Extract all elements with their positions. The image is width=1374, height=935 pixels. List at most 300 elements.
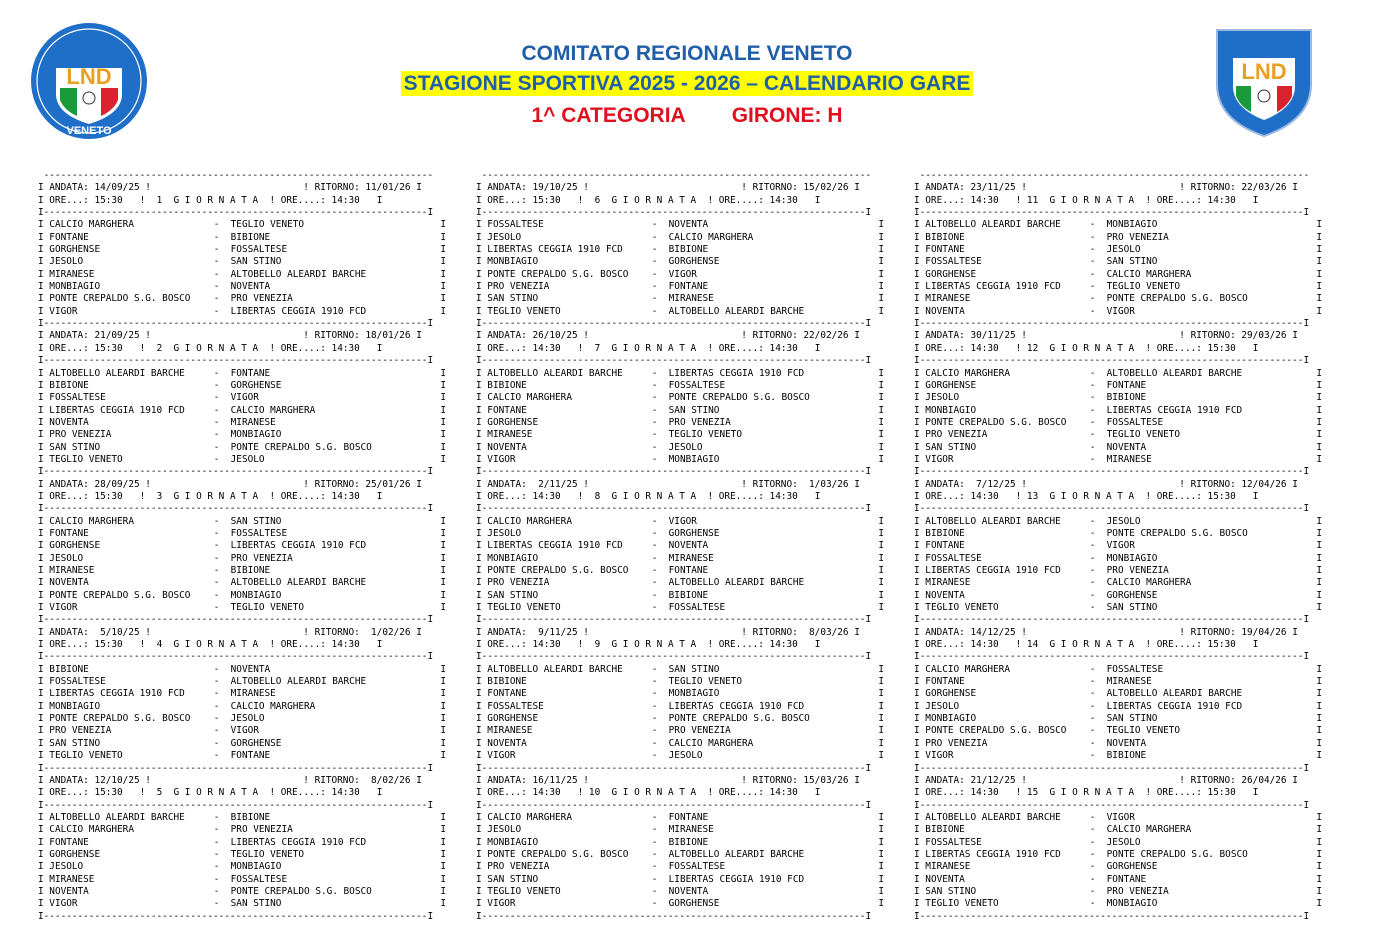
match-row: I CALCIO MARGHERA - PRO VENEZIA I bbox=[38, 824, 447, 836]
home-team: MIRANESE bbox=[49, 268, 95, 280]
round-dates-line: I ANDATA: 26/10/25 ! ! RITORNO: 22/02/26 I bbox=[476, 330, 860, 342]
ore-andata: 14:30 bbox=[532, 342, 561, 354]
away-team: NOVENTA bbox=[230, 663, 271, 675]
ritorno-date: 25/01/26 bbox=[365, 478, 411, 490]
home-team: NOVENTA bbox=[487, 737, 527, 749]
round-dates-line: I ANDATA: 14/12/25 ! ! RITORNO: 19/04/26 I bbox=[914, 626, 1298, 638]
away-team: MONBIAGIO bbox=[1106, 219, 1158, 231]
ore-andata: 14:30 bbox=[532, 787, 561, 799]
separator-line: I--------------------------------------------------------------------I bbox=[914, 466, 1310, 478]
match-row: I PONTE CREPALDO S.G. BOSCO - FOSSALTESE I bbox=[914, 416, 1323, 428]
away-team: MONBIAGIO bbox=[230, 589, 282, 601]
match-row: I BIBIONE - PONTE CREPALDO S.G. BOSCO I bbox=[914, 527, 1323, 539]
away-team: NOVENTA bbox=[668, 219, 709, 231]
ore-andata: 15:30 bbox=[94, 639, 123, 651]
away-team: TEGLIO VENETO bbox=[1106, 725, 1181, 737]
match-row: I LIBERTAS CEGGIA 1910 FCD - BIBIONE I bbox=[476, 244, 885, 256]
match-row: I FOSSALTESE - LIBERTAS CEGGIA 1910 FCD I bbox=[476, 700, 885, 712]
andata-date: 21/12/25 bbox=[970, 774, 1016, 786]
match-row: I JESOLO - CALCIO MARGHERA I bbox=[476, 231, 885, 243]
match-row: I PONTE CREPALDO S.G. BOSCO - TEGLIO VENETO I bbox=[914, 725, 1323, 737]
home-team: PRO VENEZIA bbox=[925, 737, 988, 749]
home-team: FONTANE bbox=[925, 676, 965, 688]
away-team: CALCIO MARGHERA bbox=[668, 737, 754, 749]
round-dates-line: I ANDATA: 5/10/25 ! ! RITORNO: 1/02/26 I bbox=[38, 626, 422, 638]
match-row: I FONTANE - SAN STINO I bbox=[476, 404, 885, 416]
away-team: BIBIONE bbox=[1106, 750, 1147, 762]
home-team: CALCIO MARGHERA bbox=[925, 663, 1010, 675]
away-team: LIBERTAS CEGGIA 1910 FCD bbox=[230, 836, 367, 848]
home-team: SAN STINO bbox=[487, 589, 539, 601]
andata-date: 2/11/25 bbox=[532, 478, 578, 490]
away-team: PRO VENEZIA bbox=[1106, 885, 1169, 897]
girone-label: GIRONE: H bbox=[731, 104, 843, 127]
away-team: JESOLO bbox=[668, 750, 703, 762]
match-row: I BIBIONE - PRO VENEZIA I bbox=[914, 231, 1323, 243]
home-team: MONBIAGIO bbox=[487, 256, 539, 268]
away-team: VIGOR bbox=[1106, 540, 1135, 552]
away-team: FONTANE bbox=[668, 565, 709, 576]
giornata-number: 2 bbox=[156, 342, 163, 354]
ritorno-date: 19/04/26 bbox=[1241, 626, 1287, 638]
round-dates-line: I ANDATA: 2/11/25 ! ! RITORNO: 1/03/26 I bbox=[476, 478, 860, 490]
match-row: I JESOLO - SAN STINO I bbox=[38, 256, 447, 268]
separator-line: I--------------------------------------------------------------------I bbox=[38, 207, 434, 219]
home-team: FONTANE bbox=[487, 404, 527, 416]
giornata-number: 6 bbox=[594, 194, 601, 206]
away-team: PONTE CREPALDO S.G. BOSCO bbox=[668, 392, 810, 404]
match-row: I MIRANESE - ALTOBELLO ALEARDI BARCHE I bbox=[38, 268, 447, 280]
separator-line: I--------------------------------------------------------------------I bbox=[476, 503, 872, 515]
separator-line: I--------------------------------------------------------------------I bbox=[38, 799, 434, 811]
separator-line: I--------------------------------------------------------------------I bbox=[914, 355, 1310, 367]
andata-date: 28/09/25 bbox=[94, 478, 140, 490]
away-team: VIGOR bbox=[230, 392, 259, 404]
ore-ritorno: 15:30 bbox=[1207, 787, 1236, 799]
match-row: I FOSSALTESE - JESOLO I bbox=[914, 836, 1323, 848]
ore-andata: 15:30 bbox=[94, 194, 123, 206]
round-times-line: I ORE...: 14:30 ! 15 G I O R N A T A ! ORE....: 15:30 I bbox=[914, 787, 1259, 799]
match-row: I TEGLIO VENETO - SAN STINO I bbox=[914, 602, 1323, 614]
away-team: PONTE CREPALDO S.G. BOSCO bbox=[668, 713, 810, 725]
match-row: I GORGHENSE - PRO VENEZIA I bbox=[476, 416, 885, 428]
round-times-line: I ORE...: 15:30 ! 6 G I O R N A T A ! ORE....: 14:30 I bbox=[476, 194, 821, 206]
home-team: MONBIAGIO bbox=[925, 713, 977, 725]
away-team: PRO VENEZIA bbox=[230, 824, 293, 836]
andata-date: 30/11/25 bbox=[970, 330, 1016, 342]
match-row: I MONBIAGIO - BIBIONE I bbox=[476, 836, 885, 848]
home-team: GORGHENSE bbox=[925, 268, 977, 280]
home-team: MIRANESE bbox=[925, 861, 971, 873]
match-row: I MIRANESE - PRO VENEZIA I bbox=[476, 725, 885, 737]
home-team: NOVENTA bbox=[49, 416, 89, 428]
home-team: PRO VENEZIA bbox=[487, 577, 550, 589]
away-team: PONTE CREPALDO S.G. BOSCO bbox=[1106, 848, 1248, 860]
giornata-number: 7 bbox=[594, 342, 601, 354]
round-block bbox=[476, 627, 896, 775]
ritorno-date: 12/04/26 bbox=[1241, 478, 1287, 490]
home-team: SAN STINO bbox=[49, 441, 101, 453]
separator-line: I--------------------------------------------------------------------I bbox=[38, 466, 434, 478]
ritorno-date: 26/04/26 bbox=[1241, 774, 1287, 786]
home-team: CALCIO MARGHERA bbox=[487, 811, 572, 823]
away-team: JESOLO bbox=[668, 441, 703, 453]
match-row: I CALCIO MARGHERA - SAN STINO I bbox=[38, 515, 447, 527]
home-team: CALCIO MARGHERA bbox=[925, 367, 1010, 379]
home-team: LIBERTAS CEGGIA 1910 FCD bbox=[925, 565, 1061, 576]
giornata-number: 8 bbox=[594, 490, 601, 502]
away-team: PRO VENEZIA bbox=[230, 552, 293, 564]
away-team: NOVENTA bbox=[1106, 441, 1147, 453]
separator-line: I--------------------------------------------------------------------I bbox=[914, 318, 1310, 330]
match-row: I SAN STINO - BIBIONE I bbox=[476, 589, 885, 601]
ritorno-date: 29/03/26 bbox=[1241, 330, 1287, 342]
away-team: GORGHENSE bbox=[668, 898, 720, 910]
home-team: GORGHENSE bbox=[49, 244, 101, 256]
home-team: TEGLIO VENETO bbox=[487, 305, 561, 317]
home-team: GORGHENSE bbox=[487, 713, 539, 725]
match-row: I LIBERTAS CEGGIA 1910 FCD - NOVENTA I bbox=[476, 540, 885, 552]
match-row: I FONTANE - FOSSALTESE I bbox=[38, 527, 447, 539]
away-team: PRO VENEZIA bbox=[668, 416, 731, 428]
away-team: VIGOR bbox=[668, 515, 697, 527]
separator-line: I--------------------------------------------------------------------I bbox=[914, 503, 1310, 515]
match-row: I JESOLO - GORGHENSE I bbox=[476, 527, 885, 539]
match-row: I MONBIAGIO - SAN STINO I bbox=[914, 713, 1323, 725]
ore-ritorno: 15:30 bbox=[1207, 639, 1236, 651]
round-block bbox=[38, 170, 458, 330]
away-team: PONTE CREPALDO S.G. BOSCO bbox=[1106, 527, 1248, 539]
home-team: MIRANESE bbox=[49, 873, 95, 885]
away-team: BIBIONE bbox=[668, 836, 709, 848]
ore-ritorno: 14:30 bbox=[331, 787, 360, 799]
away-team: JESOLO bbox=[1106, 515, 1141, 527]
away-team: GORGHENSE bbox=[668, 256, 720, 268]
ore-ritorno: 14:30 bbox=[331, 194, 360, 206]
match-row: I NOVENTA - JESOLO I bbox=[476, 441, 885, 453]
away-team: PRO VENEZIA bbox=[1106, 231, 1169, 243]
match-row: I BIBIONE - FOSSALTESE I bbox=[476, 379, 885, 391]
match-row: I NOVENTA - VIGOR I bbox=[914, 305, 1323, 317]
away-team: MIRANESE bbox=[668, 824, 714, 836]
home-team: CALCIO MARGHERA bbox=[49, 515, 134, 527]
match-row: I MONBIAGIO - MIRANESE I bbox=[476, 552, 885, 564]
match-row: I ALTOBELLO ALEARDI BARCHE - LIBERTAS CEGGIA 1910 FCD I bbox=[476, 367, 885, 379]
away-team: ALTOBELLO ALEARDI BARCHE bbox=[1106, 688, 1243, 700]
home-team: JESOLO bbox=[925, 700, 960, 712]
away-team: CALCIO MARGHERA bbox=[668, 231, 754, 243]
home-team: CALCIO MARGHERA bbox=[487, 392, 572, 404]
round-block bbox=[914, 170, 1334, 330]
away-team: MIRANESE bbox=[230, 688, 276, 700]
home-team: FOSSALTESE bbox=[925, 552, 982, 564]
schedule-column-1 bbox=[38, 170, 458, 923]
home-team: FONTANE bbox=[925, 540, 965, 552]
match-row: I ALTOBELLO ALEARDI BARCHE - SAN STINO I bbox=[476, 663, 885, 675]
away-team: NOVENTA bbox=[1106, 737, 1147, 749]
away-team: BIBIONE bbox=[1106, 392, 1147, 404]
match-row: I TEGLIO VENETO - JESOLO I bbox=[38, 453, 447, 465]
home-team: FOSSALTESE bbox=[925, 256, 982, 268]
home-team: BIBIONE bbox=[49, 663, 89, 675]
andata-date: 5/10/25 bbox=[94, 626, 140, 638]
home-team: LIBERTAS CEGGIA 1910 FCD bbox=[49, 688, 185, 700]
away-team: FOSSALTESE bbox=[668, 602, 726, 614]
match-row: I TEGLIO VENETO - NOVENTA I bbox=[476, 885, 885, 897]
away-team: JESOLO bbox=[1106, 244, 1141, 256]
match-row: I PONTE CREPALDO S.G. BOSCO - PRO VENEZIA I bbox=[38, 293, 447, 305]
giornata-number: 10 bbox=[588, 787, 601, 799]
away-team: GORGHENSE bbox=[230, 737, 282, 749]
match-row: I JESOLO - LIBERTAS CEGGIA 1910 FCD I bbox=[914, 700, 1323, 712]
away-team: TEGLIO VENETO bbox=[668, 429, 743, 441]
match-row: I FOSSALTESE - NOVENTA I bbox=[476, 219, 885, 231]
separator-line: I--------------------------------------------------------------------I bbox=[476, 651, 872, 663]
away-team: LIBERTAS CEGGIA 1910 FCD bbox=[1106, 700, 1243, 712]
away-team: SAN STINO bbox=[230, 256, 282, 268]
match-row: I SAN STINO - GORGHENSE I bbox=[38, 737, 447, 749]
giornata-number: 11 bbox=[1026, 194, 1039, 206]
match-row: I VIGOR - JESOLO I bbox=[476, 750, 885, 762]
match-row: I MIRANESE - FOSSALTESE I bbox=[38, 873, 447, 885]
away-team: FONTANE bbox=[230, 367, 271, 379]
home-team: MIRANESE bbox=[925, 293, 971, 305]
away-team: LIBERTAS CEGGIA 1910 FCD bbox=[668, 367, 805, 379]
match-row: I FOSSALTESE - MONBIAGIO I bbox=[914, 552, 1323, 564]
away-team: LIBERTAS CEGGIA 1910 FCD bbox=[230, 305, 367, 317]
away-team: MIRANESE bbox=[668, 552, 714, 564]
round-block bbox=[38, 479, 458, 627]
away-team: TEGLIO VENETO bbox=[1106, 281, 1181, 293]
match-row: I FONTANE - VIGOR I bbox=[914, 540, 1323, 552]
separator-line: I--------------------------------------------------------------------I bbox=[914, 651, 1310, 663]
match-row: I GORGHENSE - PONTE CREPALDO S.G. BOSCO I bbox=[476, 713, 885, 725]
committee-title: COMITATO REGIONALE VENETO bbox=[521, 42, 853, 65]
match-row: I VIGOR - GORGHENSE I bbox=[476, 898, 885, 910]
home-team: BIBIONE bbox=[49, 379, 89, 391]
match-row: I GORGHENSE - CALCIO MARGHERA I bbox=[914, 268, 1323, 280]
page-header bbox=[0, 0, 1374, 150]
home-team: MIRANESE bbox=[487, 725, 533, 737]
away-team: FOSSALTESE bbox=[230, 873, 288, 885]
ore-ritorno: 15:30 bbox=[1207, 490, 1236, 502]
match-row: I NOVENTA - PONTE CREPALDO S.G. BOSCO I bbox=[38, 885, 447, 897]
round-times-line: I ORE...: 14:30 ! 7 G I O R N A T A ! ORE....: 14:30 I bbox=[476, 342, 821, 354]
match-row: I SAN STINO - NOVENTA I bbox=[914, 441, 1323, 453]
away-team: SAN STINO bbox=[230, 898, 282, 910]
match-row: I GORGHENSE - ALTOBELLO ALEARDI BARCHE I bbox=[914, 688, 1323, 700]
round-dates-line: I ANDATA: 14/09/25 ! ! RITORNO: 11/01/26 I bbox=[38, 182, 422, 194]
separator-line: I--------------------------------------------------------------------I bbox=[38, 910, 434, 922]
away-team: GORGHENSE bbox=[230, 379, 282, 391]
away-team: BIBIONE bbox=[230, 231, 271, 243]
round-dates-line: I ANDATA: 21/09/25 ! ! RITORNO: 18/01/26 I bbox=[38, 330, 422, 342]
andata-date: 19/10/25 bbox=[532, 182, 578, 194]
away-team: FONTANE bbox=[230, 750, 271, 762]
match-row: I PRO VENEZIA - TEGLIO VENETO I bbox=[914, 429, 1323, 441]
match-row: I PRO VENEZIA - FOSSALTESE I bbox=[476, 861, 885, 873]
andata-date: 16/11/25 bbox=[532, 774, 578, 786]
away-team: GORGHENSE bbox=[1106, 861, 1158, 873]
ritorno-date: 15/02/26 bbox=[803, 182, 849, 194]
home-team: ALTOBELLO ALEARDI BARCHE bbox=[925, 515, 1061, 527]
home-team: PONTE CREPALDO S.G. BOSCO bbox=[487, 268, 629, 280]
away-team: MONBIAGIO bbox=[1106, 552, 1158, 564]
away-team: SAN STINO bbox=[668, 404, 720, 416]
match-row: I JESOLO - PRO VENEZIA I bbox=[38, 552, 447, 564]
match-row: I NOVENTA - CALCIO MARGHERA I bbox=[476, 737, 885, 749]
match-row: I GORGHENSE - TEGLIO VENETO I bbox=[38, 848, 447, 860]
match-row: I MONBIAGIO - CALCIO MARGHERA I bbox=[38, 700, 447, 712]
away-team: BIBIONE bbox=[230, 811, 271, 823]
match-row: I ALTOBELLO ALEARDI BARCHE - VIGOR I bbox=[914, 811, 1323, 823]
away-team: PONTE CREPALDO S.G. BOSCO bbox=[230, 441, 372, 453]
away-team: BIBIONE bbox=[230, 565, 271, 576]
round-times-line: I ORE...: 14:30 ! 12 G I O R N A T A ! ORE....: 15:30 I bbox=[914, 342, 1259, 354]
ore-ritorno: 14:30 bbox=[331, 342, 360, 354]
home-team: MIRANESE bbox=[49, 565, 95, 576]
round-dates-line: I ANDATA: 28/09/25 ! ! RITORNO: 25/01/26 I bbox=[38, 478, 422, 490]
ore-andata: 15:30 bbox=[94, 787, 123, 799]
round-dates-line: I ANDATA: 7/12/25 ! ! RITORNO: 12/04/26 I bbox=[914, 478, 1298, 490]
away-team: TEGLIO VENETO bbox=[1106, 429, 1181, 441]
ore-ritorno: 14:30 bbox=[769, 194, 798, 206]
home-team: SAN STINO bbox=[487, 293, 539, 305]
away-team: FOSSALTESE bbox=[1106, 663, 1164, 675]
match-row: I PRO VENEZIA - ALTOBELLO ALEARDI BARCHE I bbox=[476, 577, 885, 589]
away-team: ALTOBELLO ALEARDI BARCHE bbox=[668, 305, 805, 317]
ore-andata: 14:30 bbox=[532, 639, 561, 651]
away-team: MIRANESE bbox=[668, 293, 714, 305]
away-team: CALCIO MARGHERA bbox=[1106, 577, 1192, 589]
home-team: FOSSALTESE bbox=[49, 392, 106, 404]
match-row: I TEGLIO VENETO - FONTANE I bbox=[38, 750, 447, 762]
round-block bbox=[476, 170, 896, 330]
home-team: VIGOR bbox=[487, 898, 516, 910]
round-times-line: I ORE...: 15:30 ! 4 G I O R N A T A ! ORE....: 14:30 I bbox=[38, 639, 383, 651]
home-team: JESOLO bbox=[487, 527, 522, 539]
home-team: VIGOR bbox=[487, 750, 516, 762]
match-row: I SAN STINO - MIRANESE I bbox=[476, 293, 885, 305]
match-row: I VIGOR - TEGLIO VENETO I bbox=[38, 602, 447, 614]
round-block bbox=[914, 627, 1334, 775]
home-team: FOSSALTESE bbox=[49, 676, 106, 688]
home-team: LIBERTAS CEGGIA 1910 FCD bbox=[487, 244, 623, 256]
ore-andata: 14:30 bbox=[532, 490, 561, 502]
ore-andata: 14:30 bbox=[970, 639, 999, 651]
home-team: VIGOR bbox=[49, 898, 78, 910]
andata-date: 14/09/25 bbox=[94, 182, 140, 194]
away-team: MIRANESE bbox=[1106, 676, 1152, 688]
away-team: TEGLIO VENETO bbox=[230, 602, 305, 614]
match-row: I SAN STINO - LIBERTAS CEGGIA 1910 FCD I bbox=[476, 873, 885, 885]
home-team: BIBIONE bbox=[487, 676, 527, 688]
away-team: MONBIAGIO bbox=[668, 688, 720, 700]
home-team: FONTANE bbox=[49, 527, 89, 539]
round-times-line: I ORE...: 14:30 ! 11 G I O R N A T A ! ORE....: 14:30 I bbox=[914, 194, 1259, 206]
match-row: I FONTANE - BIBIONE I bbox=[38, 231, 447, 243]
round-block bbox=[914, 330, 1334, 478]
round-block bbox=[38, 627, 458, 775]
match-row: I CALCIO MARGHERA - PONTE CREPALDO S.G. BOSCO I bbox=[476, 392, 885, 404]
match-row: I LIBERTAS CEGGIA 1910 FCD - CALCIO MARGHERA I bbox=[38, 404, 447, 416]
home-team: BIBIONE bbox=[925, 527, 965, 539]
ore-ritorno: 14:30 bbox=[769, 639, 798, 651]
home-team: PONTE CREPALDO S.G. BOSCO bbox=[925, 725, 1067, 737]
home-team: ALTOBELLO ALEARDI BARCHE bbox=[925, 219, 1061, 231]
match-row: I SAN STINO - PONTE CREPALDO S.G. BOSCO I bbox=[38, 441, 447, 453]
home-team: GORGHENSE bbox=[49, 540, 101, 552]
andata-date: 9/11/25 bbox=[532, 626, 578, 638]
ritorno-date: 1/02/26 bbox=[365, 626, 411, 638]
separator-line: I--------------------------------------------------------------------I bbox=[38, 762, 434, 774]
match-row: I FONTANE - MIRANESE I bbox=[914, 676, 1323, 688]
home-team: CALCIO MARGHERA bbox=[49, 219, 134, 231]
separator-line: I--------------------------------------------------------------------I bbox=[38, 318, 434, 330]
match-row: I VIGOR - BIBIONE I bbox=[914, 750, 1323, 762]
round-dates-line: I ANDATA: 12/10/25 ! ! RITORNO: 8/02/26 I bbox=[38, 774, 422, 786]
away-team: PRO VENEZIA bbox=[1106, 565, 1169, 576]
home-team: SAN STINO bbox=[49, 737, 101, 749]
home-team: JESOLO bbox=[49, 256, 84, 268]
round-times-line: I ORE...: 15:30 ! 5 G I O R N A T A ! ORE....: 14:30 I bbox=[38, 787, 383, 799]
match-row: I CALCIO MARGHERA - FONTANE I bbox=[476, 811, 885, 823]
home-team: FONTANE bbox=[49, 836, 89, 848]
match-row: I PRO VENEZIA - MONBIAGIO I bbox=[38, 429, 447, 441]
ore-andata: 14:30 bbox=[970, 787, 999, 799]
home-team: FOSSALTESE bbox=[487, 219, 544, 231]
separator-line: I--------------------------------------------------------------------I bbox=[476, 318, 872, 330]
round-times-line: I ORE...: 14:30 ! 14 G I O R N A T A ! ORE....: 15:30 I bbox=[914, 639, 1259, 651]
match-row: I NOVENTA - MIRANESE I bbox=[38, 416, 447, 428]
away-team: FONTANE bbox=[668, 811, 709, 823]
round-block bbox=[476, 330, 896, 478]
home-team: PONTE CREPALDO S.G. BOSCO bbox=[925, 416, 1067, 428]
away-team: FOSSALTESE bbox=[668, 379, 726, 391]
season-title bbox=[0, 72, 1374, 96]
separator-line: I--------------------------------------------------------------------I bbox=[476, 910, 872, 922]
home-team: BIBIONE bbox=[925, 824, 965, 836]
ore-ritorno: 14:30 bbox=[769, 490, 798, 502]
match-row: I FONTANE - JESOLO I bbox=[914, 244, 1323, 256]
ritorno-date: 22/03/26 bbox=[1241, 182, 1287, 194]
home-team: VIGOR bbox=[487, 453, 516, 465]
home-team: CALCIO MARGHERA bbox=[49, 824, 134, 836]
match-row: I SAN STINO - PRO VENEZIA I bbox=[914, 885, 1323, 897]
home-team: MIRANESE bbox=[925, 577, 971, 589]
home-team: MONBIAGIO bbox=[487, 836, 539, 848]
ore-andata: 15:30 bbox=[532, 194, 561, 206]
home-team: SAN STINO bbox=[925, 441, 977, 453]
match-row: I ALTOBELLO ALEARDI BARCHE - MONBIAGIO I bbox=[914, 219, 1323, 231]
round-dates-line: I ANDATA: 23/11/25 ! ! RITORNO: 22/03/26 I bbox=[914, 182, 1298, 194]
ritorno-date: 22/02/26 bbox=[803, 330, 849, 342]
match-row: I VIGOR - SAN STINO I bbox=[38, 898, 447, 910]
away-team: MONBIAGIO bbox=[1106, 898, 1158, 910]
round-times-line: I ORE...: 15:30 ! 2 G I O R N A T A ! ORE....: 14:30 I bbox=[38, 342, 383, 354]
round-block bbox=[914, 479, 1334, 627]
round-times-line: I ORE...: 14:30 ! 13 G I O R N A T A ! ORE....: 15:30 I bbox=[914, 490, 1259, 502]
match-row: I PONTE CREPALDO S.G. BOSCO - ALTOBELLO ALEARDI BARCHE I bbox=[476, 848, 885, 860]
ore-ritorno: 14:30 bbox=[769, 342, 798, 354]
away-team: NOVENTA bbox=[668, 885, 709, 897]
home-team: BIBIONE bbox=[487, 379, 527, 391]
separator-line: I--------------------------------------------------------------------I bbox=[914, 799, 1310, 811]
away-team: PONTE CREPALDO S.G. BOSCO bbox=[230, 885, 372, 897]
away-team: CALCIO MARGHERA bbox=[230, 404, 316, 416]
home-team: JESOLO bbox=[925, 392, 960, 404]
match-row: I PONTE CREPALDO S.G. BOSCO - VIGOR I bbox=[476, 268, 885, 280]
